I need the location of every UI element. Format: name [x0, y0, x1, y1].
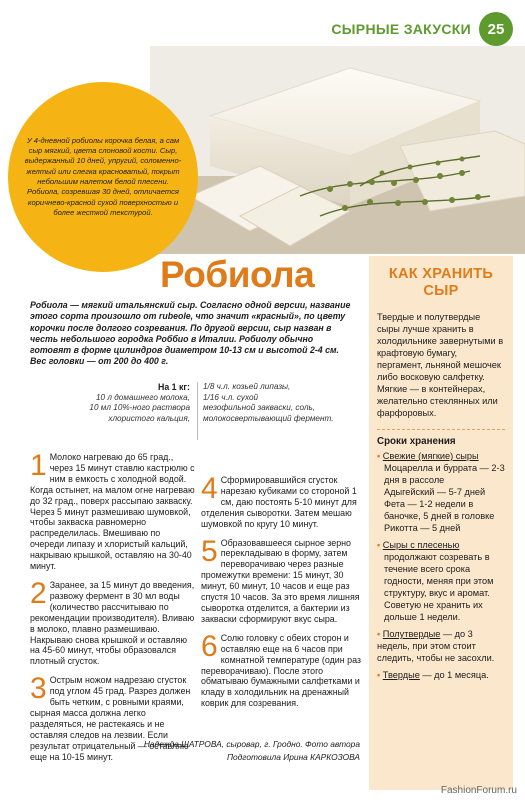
ingredients-divider: [197, 382, 198, 440]
sidebar-subtitle: Сроки хранения: [377, 436, 456, 447]
step-text: Образовавшееся сырное зерно перекладываю в форму, затем переворачиваю через разные промежутки времени: 15 минут, 30 минут, 60 минут, 10 часов и еще раз спустя 10 часов. За это время лишняя сыворотка отделится, а бактерии из закваски сформируют вкус сыра.: [201, 537, 360, 624]
cheese-photo: [150, 46, 525, 254]
step-text: Солю головку с обеих сторон и оставляю еще на 6 часов при комнатной температуре (один раз переворачиваю). После этого обматываю бумажными салфетками и кладу в холодильник на дренажный коврик для созревания.: [201, 632, 361, 709]
ingredient-item: 1/8 ч.л. козьей липазы,: [203, 382, 291, 391]
storage-item: Моцарелла и буррата — 2-3 дня в рассоле: [384, 463, 505, 485]
page-header: [331, 14, 513, 44]
watermark: FashionForum.ru: [440, 785, 517, 796]
ingredient-item: молокосвертывающий фермент.: [203, 413, 334, 423]
ingredients-left: [40, 382, 190, 424]
category-mold: [377, 539, 505, 551]
storage-item: Фета — 1-2 недели в баночке, 5 дней в головке: [384, 499, 495, 521]
editor-credit: Подготовила Ирина КАРКОЗОВА: [226, 752, 360, 762]
bullet-icon: •: [377, 629, 381, 639]
step-5: [201, 534, 361, 625]
credits: [90, 738, 360, 764]
category-semi-hard: [377, 628, 505, 664]
category-description: продолжают созревать в течение всего срока годности, меняя при этом структуру, вкус и аромат. Советую не хранить их дольше 1 недели.: [384, 552, 494, 622]
info-circle-text: У 4-дневной робиолы корочка белая, а сам сыр мягкий, цвета слоновой кости. Сыр, выдержанный 10 дней, упругий, соломенно-желтый или слегка красноватый, покрыт небольшим налетом белой плесени. Робиола, созревшая 30 дней, отличается коричнево-красной сухой поверхностью и более жесткой текстурой.: [24, 135, 182, 217]
ingredient-item: 1/16 ч.л. сухой: [203, 392, 259, 402]
step-number: 4: [201, 472, 218, 505]
category-soft: [377, 450, 505, 462]
sidebar-title: КАК ХРАНИТЬ СЫР: [388, 266, 494, 299]
step-text: Молоко нагреваю до 65 град., через 15 минут ставлю кастрюлю с ним в емкость с холодной водой. Когда остынет, на малом огне нагреваю до 32 град., поверх рассыпаю закваску. Через 5 минут размешиваю шумовкой, чтобы закваска равномерно распределилась. Вмешиваю по очереди липазу и хлористый кальций, накрываю крышкой, оставляю на 30-40 минут.: [30, 452, 195, 572]
step-2: [30, 576, 195, 667]
category-label: Полутвердые: [382, 629, 441, 639]
step-text: Заранее, за 15 минут до введения, развожу фермент в 30 мл воды (количество рассчитываю по рекомендации производителя). Вливаю в молоко, плавно размешиваю. Накрываю снова крышкой и оставляю на 45-60 минут, чтобы образовался плотный сгусток.: [30, 579, 195, 667]
category-label: Сыры с плесенью: [382, 540, 460, 550]
step-number: 1: [30, 449, 47, 482]
category-label: Свежие (мягкие) сыры: [382, 451, 479, 461]
article-intro: Робиола — мягкий итальянский сыр. Согласно одной версии, название этого сорта произошло от rubeole, что значит «красный», по цвету корочки после долгого созревания. По другой версии, сыр назван в честь небольшого городка Роббио в Италии. Робиолу обычно готовят в форме цилиндров диаметром 10-13 см и высотой 2-4 см. Вес головки — от 200 до 400 г.: [30, 300, 351, 367]
ingredient-item: хлористого кальция,: [108, 413, 190, 423]
bullet-icon: •: [377, 451, 381, 461]
storage-item: Рикотта — 5 дней: [384, 523, 461, 533]
step-text: Острым ножом надрезаю сгусток под углом 45 град. Разрез должен быть четким, с ровными краями, сырная масса должна легко разделяться, не растекаясь и не оставляя следов на лезвии. Если результат отрицательный — оставляю еще на 10-15 минут.: [30, 675, 191, 762]
sidebar-divider: [377, 429, 505, 430]
storage-sidebar: [369, 256, 513, 790]
steps-column-2: [201, 433, 361, 717]
ingredient-item: 10 л домашнего молока,: [96, 392, 190, 402]
bullet-icon: •: [377, 670, 381, 680]
category-label: Твердые: [382, 670, 420, 680]
step-number: 2: [30, 576, 47, 610]
ingredients-right: [203, 382, 353, 424]
category-description: — до 3 недель, при этом стоит следить, чтобы не засохли.: [377, 629, 495, 663]
category-description: — до 1 месяца.: [422, 670, 489, 680]
ingredient-item: мезофильной закваски, соль,: [203, 403, 316, 413]
section-title: СЫРНЫЕ ЗАКУСКИ: [331, 21, 471, 37]
category-hard: [377, 669, 505, 681]
article-title: Робиола: [160, 254, 315, 295]
step-1: [30, 449, 195, 572]
ingredient-item: 10 мл 10%-ного раствора: [89, 403, 190, 413]
step-text: Сформировавшийся сгусток нарезаю кубиками со стороной 1 см, даю постоять 5-10 минут для отделения сыворотки. Затем мешаю шумовкой по кругу 10 минут.: [201, 475, 357, 529]
storage-item: Адыгейский — 5-7 дней: [384, 487, 486, 497]
sidebar-intro: Твердые и полутвердые сыры лучше хранить в холодильнике завернутыми в крафтовую бумагу, пергамент, льняной мешочек либо восковую салфетку. Мягкие — в контейнерах, желательно стеклянных или фарфоровых.: [377, 312, 504, 418]
steps-column-1: [30, 449, 195, 770]
step-number: 6: [201, 629, 218, 663]
author-credit: Надежда ШАТРОВА, сыровар, г. Гродно. Фото автора: [143, 739, 360, 749]
cheese-illustration: [150, 46, 525, 254]
step-number: 5: [201, 534, 218, 568]
step-4: [201, 472, 361, 530]
ingredients-heading: На 1 кг:: [157, 382, 190, 392]
info-circle: [8, 82, 198, 272]
step-number: 3: [30, 672, 47, 706]
step-6: [201, 629, 361, 709]
bullet-icon: •: [377, 540, 381, 550]
page-number: 25: [479, 12, 513, 46]
